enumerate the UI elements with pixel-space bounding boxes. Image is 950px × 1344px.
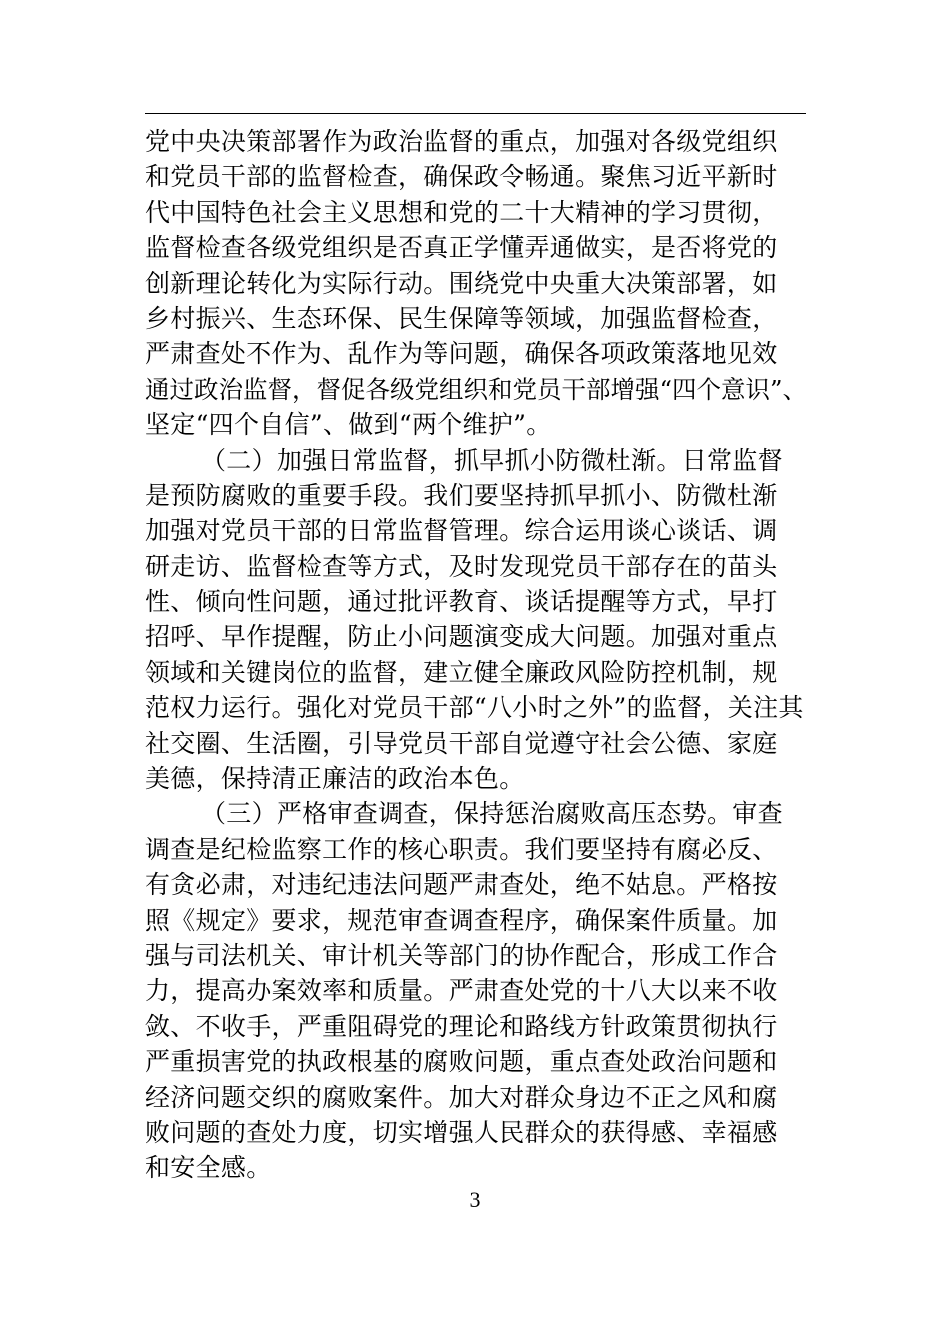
text-line: 坚定“四个自信”、做到“两个维护”。 xyxy=(145,410,552,440)
text-line: 败问题的查处力度，切实增强人民群众的获得感、幸福感 xyxy=(145,1117,778,1147)
text-line: 调查是纪检监察工作的核心职责。我们要坚持有腐必反、 xyxy=(145,834,778,864)
text-line: 力，提高办案效率和质量。严肃查处党的十八大以来不收 xyxy=(145,976,778,1006)
text-line: 有贪必肃，对违纪违法问题严肃查处，绝不姑息。严格按 xyxy=(145,870,778,900)
text-line: 严重损害党的执政根基的腐败问题，重点查处政治问题和 xyxy=(145,1047,778,1077)
text-line: 范权力运行。强化对党员干部“八小时之外”的监督，关注其 xyxy=(145,693,804,723)
text-line: 经济问题交织的腐败案件。加大对群众身边不正之风和腐 xyxy=(145,1082,778,1112)
text-line: 监督检查各级党组织是否真正学懂弄通做实，是否将党的 xyxy=(145,233,778,263)
text-line: 严肃查处不作为、乱作为等问题，确保各项政策落地见效 xyxy=(145,339,778,369)
text-line: 性、倾向性问题，通过批评教育、谈话提醒等方式，早打 xyxy=(145,587,778,617)
header-rule xyxy=(145,113,806,114)
text-line: 强与司法机关、审计机关等部门的协作配合，形成工作合 xyxy=(145,940,778,970)
text-line: 敛、不收手，严重阻碍党的理论和路线方针政策贯彻执行 xyxy=(145,1011,778,1041)
text-line: 研走访、监督检查等方式，及时发现党员干部存在的苗头 xyxy=(145,551,778,581)
text-line: 加强对党员干部的日常监督管理。综合运用谈心谈话、调 xyxy=(145,516,778,546)
text-line: 代中国特色社会主义思想和党的二十大精神的学习贯彻， xyxy=(145,197,778,227)
page-number: 3 xyxy=(469,1187,481,1212)
text-line: 和党员干部的监督检查，确保政令畅通。聚焦习近平新时 xyxy=(145,162,778,192)
text-line: 党中央决策部署作为政治监督的重点，加强对各级党组织 xyxy=(145,127,778,156)
text-line: 通过政治监督，督促各级党组织和党员干部增强“四个意识”、 xyxy=(145,374,808,404)
text-line: 照《规定》要求，规范审查调查程序，确保案件质量。加 xyxy=(145,905,778,935)
text-line: 社交圈、生活圈，引导党员干部自觉遵守社会公德、家庭 xyxy=(145,728,778,758)
paragraph-heading-line: （三）严格审查调查，保持惩治腐败高压态势。审查 xyxy=(201,799,783,829)
body-text xyxy=(145,124,810,1186)
paragraph-heading-line: （二）加强日常监督，抓早抓小防微杜渐。日常监督 xyxy=(201,445,783,475)
text-line: 招呼、早作提醒，防止小问题演变成大问题。加强对重点 xyxy=(145,622,778,652)
text-line: 是预防腐败的重要手段。我们要坚持抓早抓小、防微杜渐 xyxy=(145,480,778,510)
text-line: 创新理论转化为实际行动。围绕党中央重大决策部署，如 xyxy=(145,268,778,298)
text-line: 和安全感。 xyxy=(145,1153,272,1183)
text-line: 领域和关键岗位的监督，建立健全廉政风险防控机制，规 xyxy=(145,657,778,687)
text-line: 乡村振兴、生态环保、民生保障等领域，加强监督检查， xyxy=(145,303,778,333)
text-line: 美德，保持清正廉洁的政治本色。 xyxy=(145,764,525,794)
